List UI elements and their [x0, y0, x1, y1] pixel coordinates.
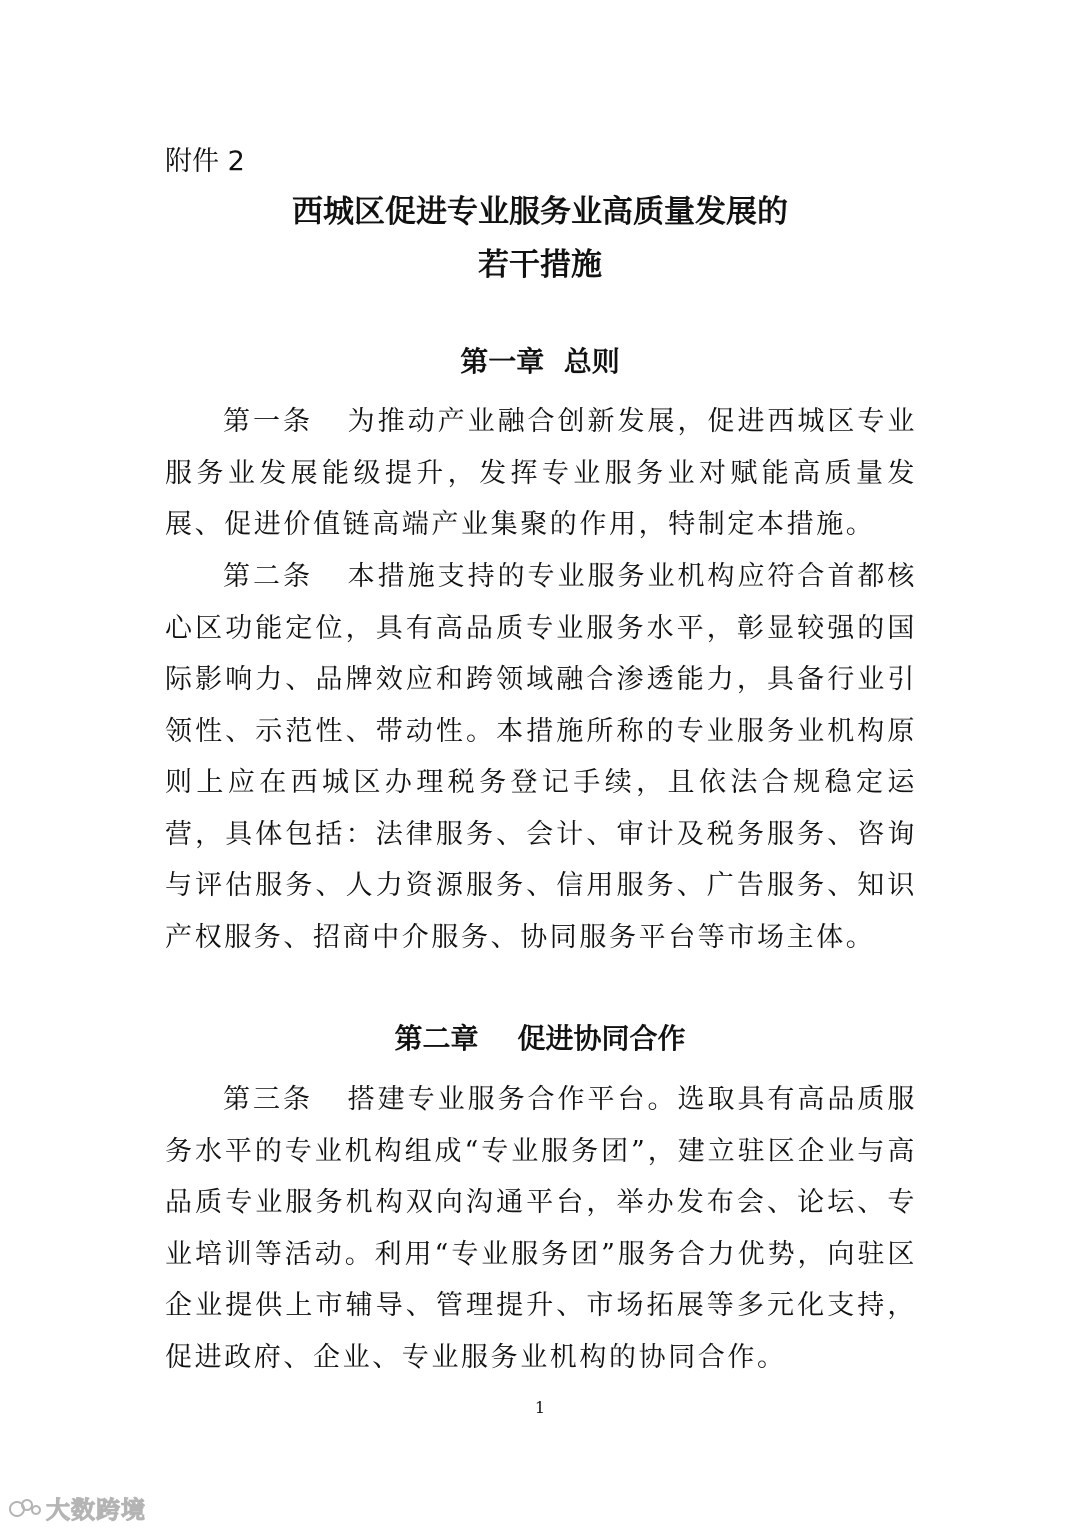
article-1 [165, 396, 917, 551]
article-3 [165, 1074, 917, 1383]
document-title-line-2: 若干措施 [478, 247, 602, 283]
article-3-text: 搭建专业服务合作平台。选取具有高品质服务水平的专业机构组成“专业服务团”，建立驻区企业与高品质专业服务机构双向沟通平台，举办发布会、论坛、专业培训等活动。利用“专业服务团”服务合力优势，向驻区企业提供上市辅导、管理提升、市场拓展等多元化支持，促进政府、企业、专业服务业机构的协同合作。 [165, 1084, 917, 1373]
attachment-label: 附件 2 [165, 146, 245, 177]
article-2-number: 第二条 [223, 561, 313, 592]
watermark [8, 1490, 146, 1525]
watermark-text: 大数跨境 [46, 1496, 146, 1524]
article-3-number: 第三条 [223, 1084, 313, 1115]
document-title-line-1: 西城区促进专业服务业高质量发展的 [292, 194, 788, 230]
chapter-1-heading: 第一章 总则 [460, 345, 620, 378]
page-number: 1 [534, 1398, 546, 1417]
chapter-2-heading: 第二章 促进协同合作 [394, 1022, 686, 1055]
article-2-text: 本措施支持的专业服务业机构应符合首都核心区功能定位，具有高品质专业服务水平，彰显较强的国际影响力、品牌效应和跨领域融合渗透能力，具备行业引领性、示范性、带动性。本措施所称的专业服务业机构原则上应在西城区办理税务登记手续，且依法合规稳定运营，具体包括：法律服务、会计、审计及税务服务、咨询与评估服务、人力资源服务、信用服务、广告服务、知识产权服务、招商中介服务、协同服务平台等市场主体。 [165, 561, 917, 953]
article-2 [165, 551, 917, 963]
article-1-text: 为推动产业融合创新发展，促进西城区专业服务业发展能级提升，发挥专业服务业对赋能高质量发展、促进价值链高端产业集聚的作用，特制定本措施。 [165, 406, 917, 540]
article-1-number: 第一条 [223, 406, 313, 437]
watermark-logo-icon [8, 1495, 42, 1521]
